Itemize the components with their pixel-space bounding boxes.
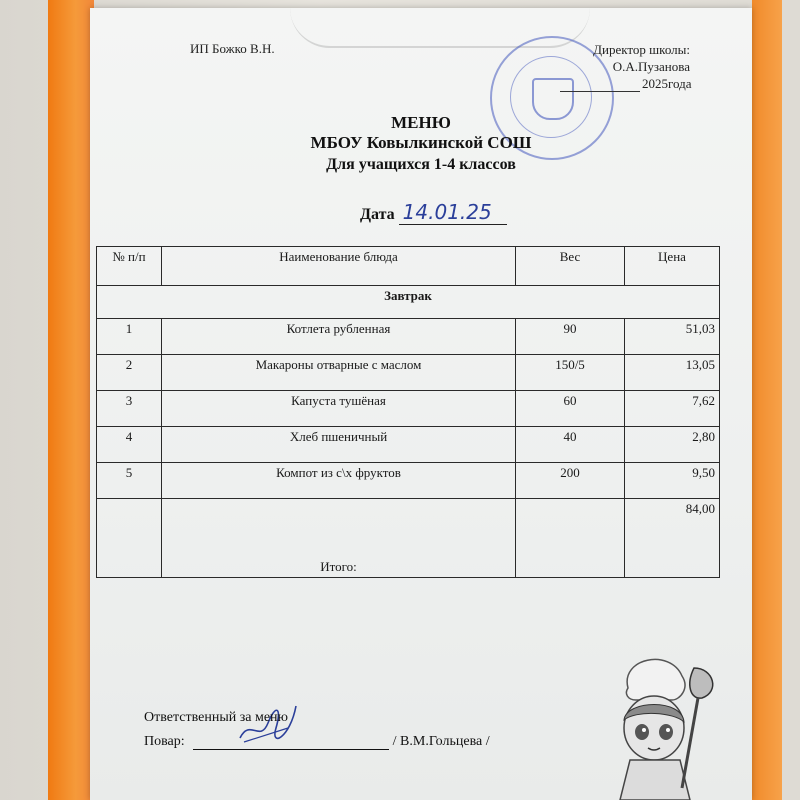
signature-line (193, 735, 389, 750)
row-price: 7,62 (625, 391, 720, 427)
table-row (97, 427, 720, 463)
cook-name: / В.М.Гольцева / (392, 734, 490, 749)
table-row (97, 319, 720, 355)
row-weight: 150/5 (516, 355, 625, 391)
total-price: 84,00 (625, 499, 720, 578)
menu-title: МЕНЮ (391, 113, 451, 132)
table-header-row (97, 247, 720, 286)
table-row (97, 355, 720, 391)
approval-year: 2025года (560, 75, 690, 92)
total-label: Итого: (162, 499, 516, 578)
row-weight: 40 (516, 427, 625, 463)
approval-date-line (560, 79, 640, 92)
row-num: 5 (97, 463, 162, 499)
row-price: 51,03 (625, 319, 720, 355)
director-title: Директор школы: (593, 42, 690, 57)
row-name: Котлета рубленная (162, 319, 516, 355)
total-weight-cell (516, 499, 625, 578)
cook-signature-row (144, 734, 490, 750)
header-weight: Вес (516, 247, 625, 286)
display-frame-right (752, 0, 782, 800)
total-num-cell (97, 499, 162, 578)
chef-girl-icon (590, 648, 730, 800)
row-name: Капуста тушёная (162, 391, 516, 427)
row-num: 3 (97, 391, 162, 427)
supplier-name: ИП Божко В.Н. (190, 41, 275, 56)
row-price: 2,80 (625, 427, 720, 463)
display-frame-left (48, 0, 94, 800)
row-price: 9,50 (625, 463, 720, 499)
row-weight: 200 (516, 463, 625, 499)
table-row (97, 463, 720, 499)
school-name: МБОУ Ковылкинской СОШ (310, 133, 532, 152)
director-approval (560, 41, 690, 92)
row-weight: 60 (516, 391, 625, 427)
header-price: Цена (625, 247, 720, 286)
row-name: Компот из с\х фруктов (162, 463, 516, 499)
date-label: Дата (360, 206, 395, 223)
section-row (97, 286, 720, 319)
responsible-label: Ответственный за меню (144, 710, 288, 725)
section-breakfast: Завтрак (97, 286, 720, 319)
director-name: О.А.Пузанова (612, 59, 690, 74)
row-name: Макароны отварные с маслом (162, 355, 516, 391)
row-name: Хлеб пшеничный (162, 427, 516, 463)
date-row (360, 200, 507, 225)
table-row (97, 391, 720, 427)
cook-label: Повар: (144, 734, 185, 749)
audience: Для учащихся 1-4 классов (326, 156, 516, 173)
header-name: Наименование блюда (162, 247, 516, 286)
menu-table (96, 246, 720, 578)
row-price: 13,05 (625, 355, 720, 391)
row-num: 1 (97, 319, 162, 355)
menu-document (90, 8, 752, 800)
row-num: 4 (97, 427, 162, 463)
total-row (97, 499, 720, 578)
header-num: № п/п (97, 247, 162, 286)
row-num: 2 (97, 355, 162, 391)
date-value: 14.01.25 (399, 200, 507, 225)
row-weight: 90 (516, 319, 625, 355)
